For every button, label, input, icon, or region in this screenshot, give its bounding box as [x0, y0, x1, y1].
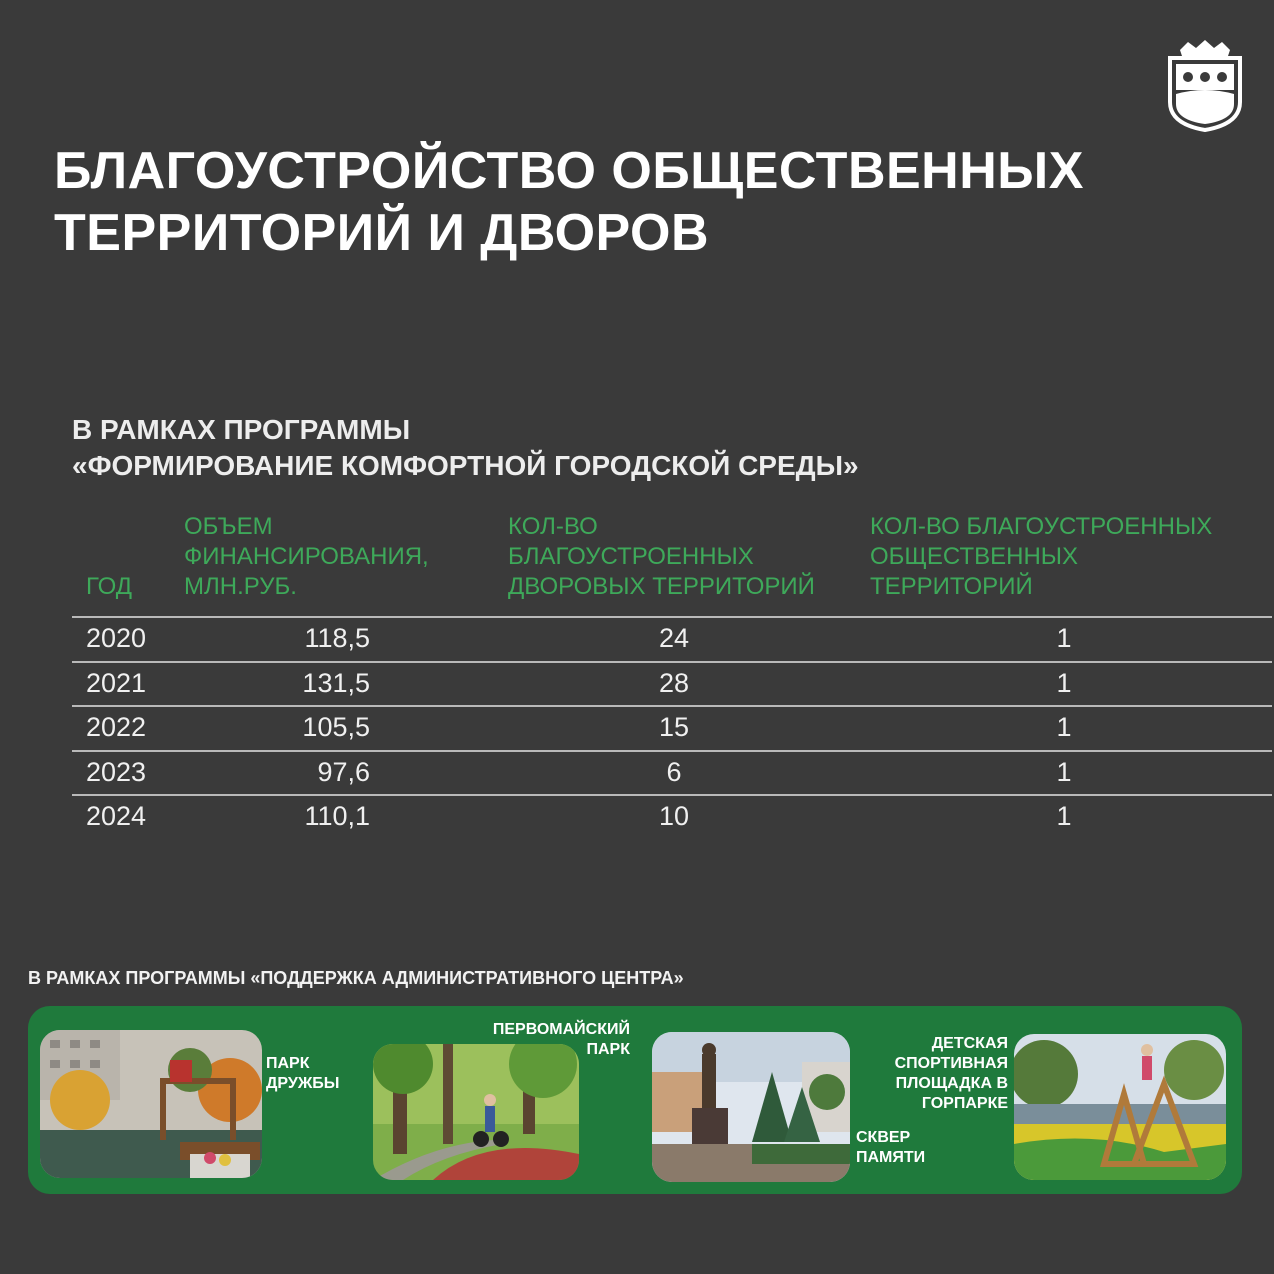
program-heading-line-1: В РАМКАХ ПРОГРАММЫ — [72, 414, 411, 445]
header-year: ГОД — [86, 573, 133, 600]
program-heading-line-2: «ФОРМИРОВАНИЕ КОМФОРТНОЙ ГОРОДСКОЙ СРЕДЫ» — [72, 450, 859, 481]
cell-financing: 97,6 — [317, 756, 370, 787]
cell-financing: 118,5 — [304, 623, 370, 653]
financing-table — [72, 508, 1272, 839]
photo-gallery — [28, 1006, 1242, 1194]
title-line-1: БЛАГОУСТРОЙСТВО ОБЩЕСТВЕННЫХ — [54, 142, 1084, 200]
table-row — [72, 616, 1272, 661]
region-coat-of-arms-icon — [1162, 40, 1248, 132]
cell-year: 2024 — [86, 801, 147, 831]
cell-yards: 10 — [658, 801, 690, 831]
cell-yards: 28 — [658, 667, 690, 698]
caption-sports-playground: ДЕТСКАЯ СПОРТИВНАЯ ПЛОЩАДКА В ГОРПАРКЕ — [894, 1035, 1008, 1112]
page-title — [54, 140, 1234, 264]
cell-year: 2022 — [86, 712, 147, 742]
caption-skver-pamyati: СКВЕР ПАМЯТИ — [856, 1129, 926, 1166]
table-row — [72, 794, 1272, 839]
table-row — [72, 750, 1272, 795]
cell-yards: 6 — [666, 756, 682, 787]
cell-year: 2020 — [86, 623, 147, 653]
table-row — [72, 705, 1272, 750]
cell-public: 1 — [1056, 623, 1072, 653]
cell-financing: 105,5 — [302, 712, 370, 742]
header-financing: ОБЪЕМ ФИНАНСИРОВАНИЯ, МЛН.РУБ. — [184, 513, 429, 600]
cell-year: 2023 — [86, 756, 147, 787]
cell-financing: 110,1 — [304, 801, 370, 831]
cell-public: 1 — [1056, 756, 1072, 787]
cell-public: 1 — [1056, 801, 1072, 831]
photo-sports-playground — [1014, 1034, 1226, 1180]
cell-financing: 131,5 — [302, 667, 370, 698]
cell-public: 1 — [1056, 712, 1072, 742]
cell-public: 1 — [1056, 667, 1072, 698]
program-2-heading: В РАМКАХ ПРОГРАММЫ «ПОДДЕРЖКА АДМИНИСТРАТИВНОГО ЦЕНТРА» — [28, 968, 684, 988]
program-heading — [72, 412, 859, 484]
cell-yards: 24 — [658, 623, 690, 653]
photo-skver-pamyati — [652, 1032, 850, 1182]
photo-park-druzhby — [40, 1030, 262, 1178]
table-row — [72, 661, 1272, 706]
caption-park-druzhby: ПАРК ДРУЖБЫ — [266, 1055, 340, 1092]
cell-yards: 15 — [658, 712, 690, 742]
header-public-territories: КОЛ-ВО БЛАГОУСТРОЕННЫХ ОБЩЕСТВЕННЫХ ТЕРРИТОРИЙ — [870, 513, 1213, 600]
caption-pervomaisky-park: ПЕРВОМАЙСКИЙ ПАРК — [492, 1021, 630, 1058]
cell-year: 2021 — [86, 667, 147, 698]
header-yards: КОЛ-ВО БЛАГОУСТРОЕННЫХ ДВОРОВЫХ ТЕРРИТОРИЙ — [508, 513, 815, 600]
photo-pervomaisky-park — [373, 1044, 579, 1180]
table-header — [72, 508, 1272, 616]
title-line-2: ТЕРРИТОРИЙ И ДВОРОВ — [54, 204, 710, 262]
